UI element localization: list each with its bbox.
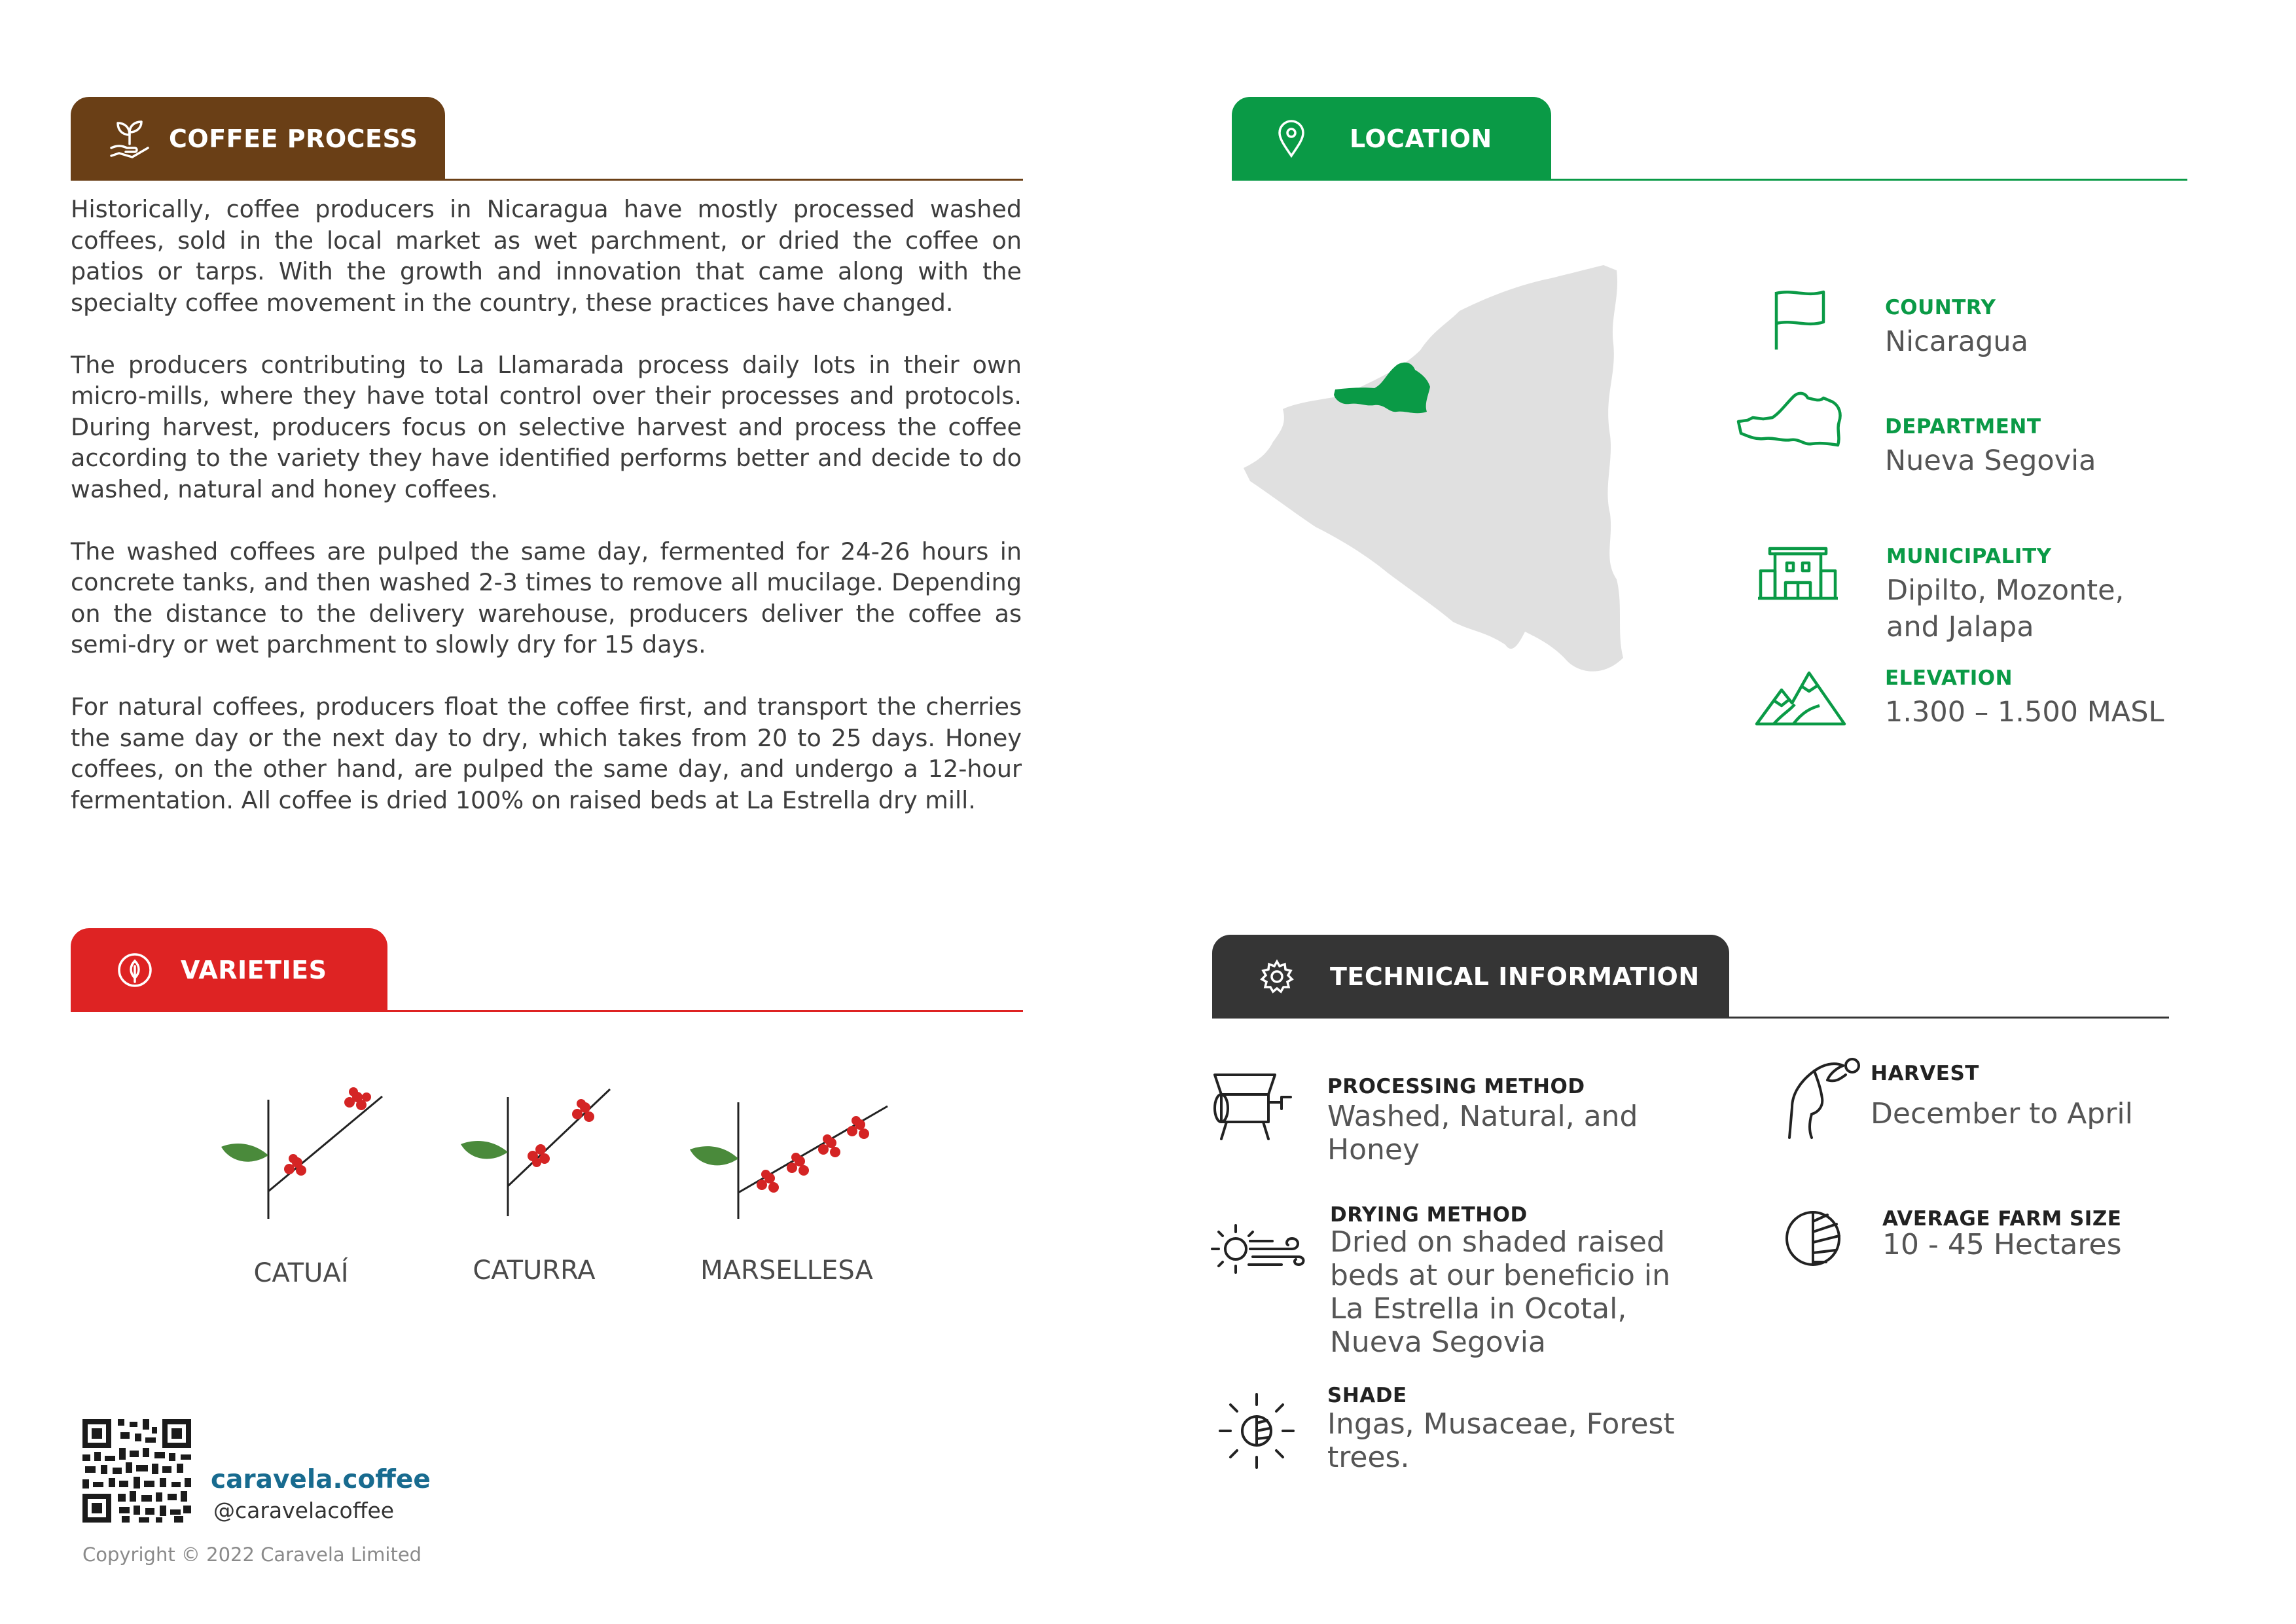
department-value: Nueva Segovia [1885, 444, 2096, 477]
coffee-process-rule [71, 179, 1023, 181]
region-outline-icon [1734, 388, 1846, 449]
coffee-branch-icon [453, 1080, 623, 1224]
country-value: Nicaragua [1885, 325, 2029, 358]
social-handle[interactable]: @caravelacoffee [213, 1498, 395, 1523]
location-header [1232, 97, 2187, 183]
drying-value-line4: Nueva Segovia [1330, 1326, 1546, 1359]
pulper-machine-icon [1212, 1072, 1297, 1144]
variety-marsellesa: MARSELLESA [700, 1255, 873, 1286]
mountain-icon [1754, 668, 1847, 727]
sun-wind-icon [1210, 1221, 1308, 1276]
municipality-value: Dipilto, Mozonte, [1886, 574, 2125, 607]
farm-size-label: AVERAGE FARM SIZE [1882, 1207, 2122, 1231]
gear-icon [1259, 959, 1295, 994]
process-paragraph-1: Historically, coffee producers in Nicaragua have mostly processed washed coffees, sold in the local market as wet parchment, or dried the coffee on patios or tarps. With the growth and innovation that came along with the specialty coffee movement in the country, these practices have changed. [71, 195, 1022, 317]
map-pin-icon [1276, 119, 1306, 158]
process-paragraph-2: The producers contributing to La Llamarada process daily lots in their own micro-mills, where they have total control over their processes and protocols. During harvest, producers focus on selective harvest and process the coffee according to the variety they have identified performs better and decide to do washed, natural and honey coffees. [71, 350, 1022, 503]
shade-value: Ingas, Musaceae, Forest [1327, 1407, 1675, 1441]
drying-value: Dried on shaded raised [1330, 1225, 1665, 1259]
flag-icon [1767, 288, 1833, 351]
seedling-hand-icon [106, 115, 153, 162]
technical-rule [1212, 1017, 2169, 1019]
process-paragraph-3: The washed coffees are pulped the same day, fermented for 24-26 hours in concrete tanks, and then washed 2-3 times to remove all mucilage. Depending on the distance to the delivery warehouse, producers deliver the coffee as semi-dry or wet parchment to slowly dry for 15 days. [71, 537, 1022, 659]
elevation-label: ELEVATION [1885, 666, 2013, 690]
location-tab [1232, 97, 1551, 181]
location-title: LOCATION [1350, 124, 1492, 153]
variety-catuai: CATUAÍ [253, 1258, 349, 1288]
location-rule [1232, 179, 2187, 181]
town-hall-icon [1755, 545, 1840, 601]
drying-value-line2: beds at our beneficio in [1330, 1259, 1671, 1292]
varieties-title: VARIETIES [181, 956, 327, 984]
coffee-branch-icon [685, 1080, 894, 1224]
shade-value-line2: trees. [1327, 1441, 1410, 1474]
leaf-circle-icon [117, 952, 153, 988]
copyright-text: Copyright © 2022 Caravela Limited [82, 1543, 422, 1566]
drying-label: DRYING METHOD [1330, 1203, 1528, 1227]
pie-chart-icon [1783, 1208, 1843, 1269]
department-label: DEPARTMENT [1885, 415, 2041, 439]
nicaragua-shape [1244, 265, 1623, 672]
country-label: COUNTRY [1885, 296, 1996, 319]
hand-picking-icon [1780, 1055, 1865, 1140]
harvest-label: HARVEST [1871, 1062, 1979, 1085]
coffee-process-tab [71, 97, 445, 181]
coffee-process-text [71, 194, 1022, 816]
processing-value-line2: Honey [1327, 1133, 1420, 1166]
variety-caturra: CATURRA [473, 1255, 596, 1286]
municipality-value-line2: and Jalapa [1886, 611, 2034, 643]
processing-value: Washed, Natural, and [1327, 1100, 1638, 1133]
coffee-process-title: COFFEE PROCESS [169, 124, 418, 153]
varieties-rule [71, 1010, 1023, 1012]
varieties-header [71, 928, 1023, 1015]
technical-title: TECHNICAL INFORMATION [1330, 962, 1700, 991]
coffee-process-header [71, 97, 1023, 183]
municipality-label: MUNICIPALITY [1886, 545, 2052, 568]
process-paragraph-4: For natural coffees, producers float the coffee first, and transport the cherries the same day or the next day to dry, which takes from 20 to 25 days. Honey coffees, on the other hand, are pulped the same day, and undergo a 12-hour fermentation. All coffee is dried 100% on raised beds at La Estrella dry mill. [71, 693, 1022, 814]
website-link[interactable]: caravela.coffee [211, 1465, 431, 1494]
technical-header [1212, 935, 2169, 1021]
shade-label: SHADE [1327, 1384, 1407, 1407]
technical-tab [1212, 935, 1729, 1019]
farm-size-value: 10 - 45 Hectares [1882, 1228, 2122, 1261]
elevation-value: 1.300 – 1.500 MASL [1885, 696, 2164, 729]
harvest-value: December to April [1871, 1097, 2133, 1130]
nicaragua-map [1237, 265, 1695, 684]
varieties-tab [71, 928, 387, 1012]
drying-value-line3: La Estrella in Ocotal, [1330, 1292, 1627, 1326]
shade-sun-icon [1217, 1392, 1296, 1470]
processing-label: PROCESSING METHOD [1327, 1075, 1585, 1098]
qr-code [82, 1419, 191, 1523]
coffee-branch-icon [216, 1080, 386, 1224]
